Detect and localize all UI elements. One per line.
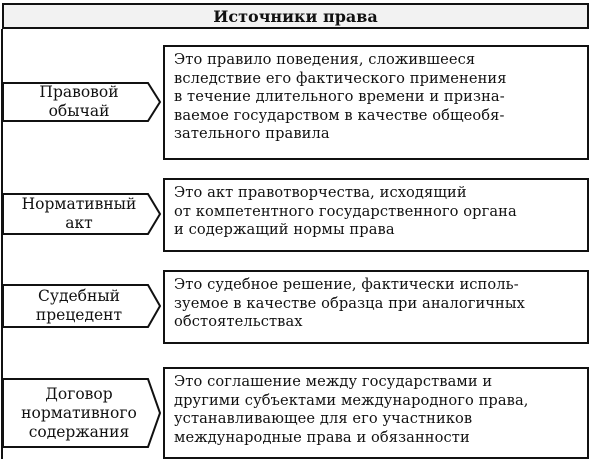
source-name-line: содержания [28, 422, 130, 441]
definition-line: Это судебное решение, фактически исполь- [174, 276, 519, 293]
definition-line: Это правило поведения, сложившееся [174, 51, 476, 68]
source-row-normative-act [0, 178, 595, 252]
definition-line: зательного правила [174, 125, 330, 143]
definition-box [163, 367, 589, 459]
definition-line: обстоятельствах [174, 313, 303, 331]
source-name [9, 194, 149, 234]
source-row-treaty [0, 367, 595, 459]
definition-box [163, 270, 589, 344]
definition-line: международные права и обязанности [174, 428, 470, 446]
definition-line: зуемое в качестве образца при аналогичных [174, 294, 525, 312]
diagram-title-box [2, 3, 589, 29]
source-name-line: прецедент [35, 306, 123, 324]
definition-box [163, 45, 589, 160]
source-row-precedent [0, 270, 595, 344]
source-name-line: Судебный [37, 287, 120, 305]
diagram-title: Источники права [213, 6, 378, 26]
source-row-custom [0, 45, 595, 160]
source-name-line: нормативного [21, 403, 137, 422]
definition-line: в течение длительного времени и призна- [174, 88, 505, 106]
source-name-line: Нормативный [21, 195, 137, 213]
definition-line: Это соглашение между государствами и [174, 373, 493, 390]
source-name-line: Правовой [39, 83, 119, 101]
definition-line: и содержащий нормы права [174, 221, 395, 239]
source-name-line: Договор [45, 384, 113, 403]
source-name [9, 379, 149, 447]
definition-line: Это акт правотворчества, исходящий [174, 184, 467, 201]
definition-line: вследствие его фактического применения [174, 69, 507, 87]
definition-line: от компетентного государственного органа [174, 202, 517, 220]
source-name-line: акт [65, 214, 93, 232]
definition-line: устанавливающее для его участников [174, 410, 473, 428]
definition-box [163, 178, 589, 252]
source-name [9, 285, 149, 327]
definition-line: ваемое государством в качестве общеобя- [174, 106, 505, 124]
source-name-line: обычай [48, 102, 110, 120]
source-name [9, 83, 149, 121]
definition-line: другими субъектами международного права, [174, 391, 529, 409]
